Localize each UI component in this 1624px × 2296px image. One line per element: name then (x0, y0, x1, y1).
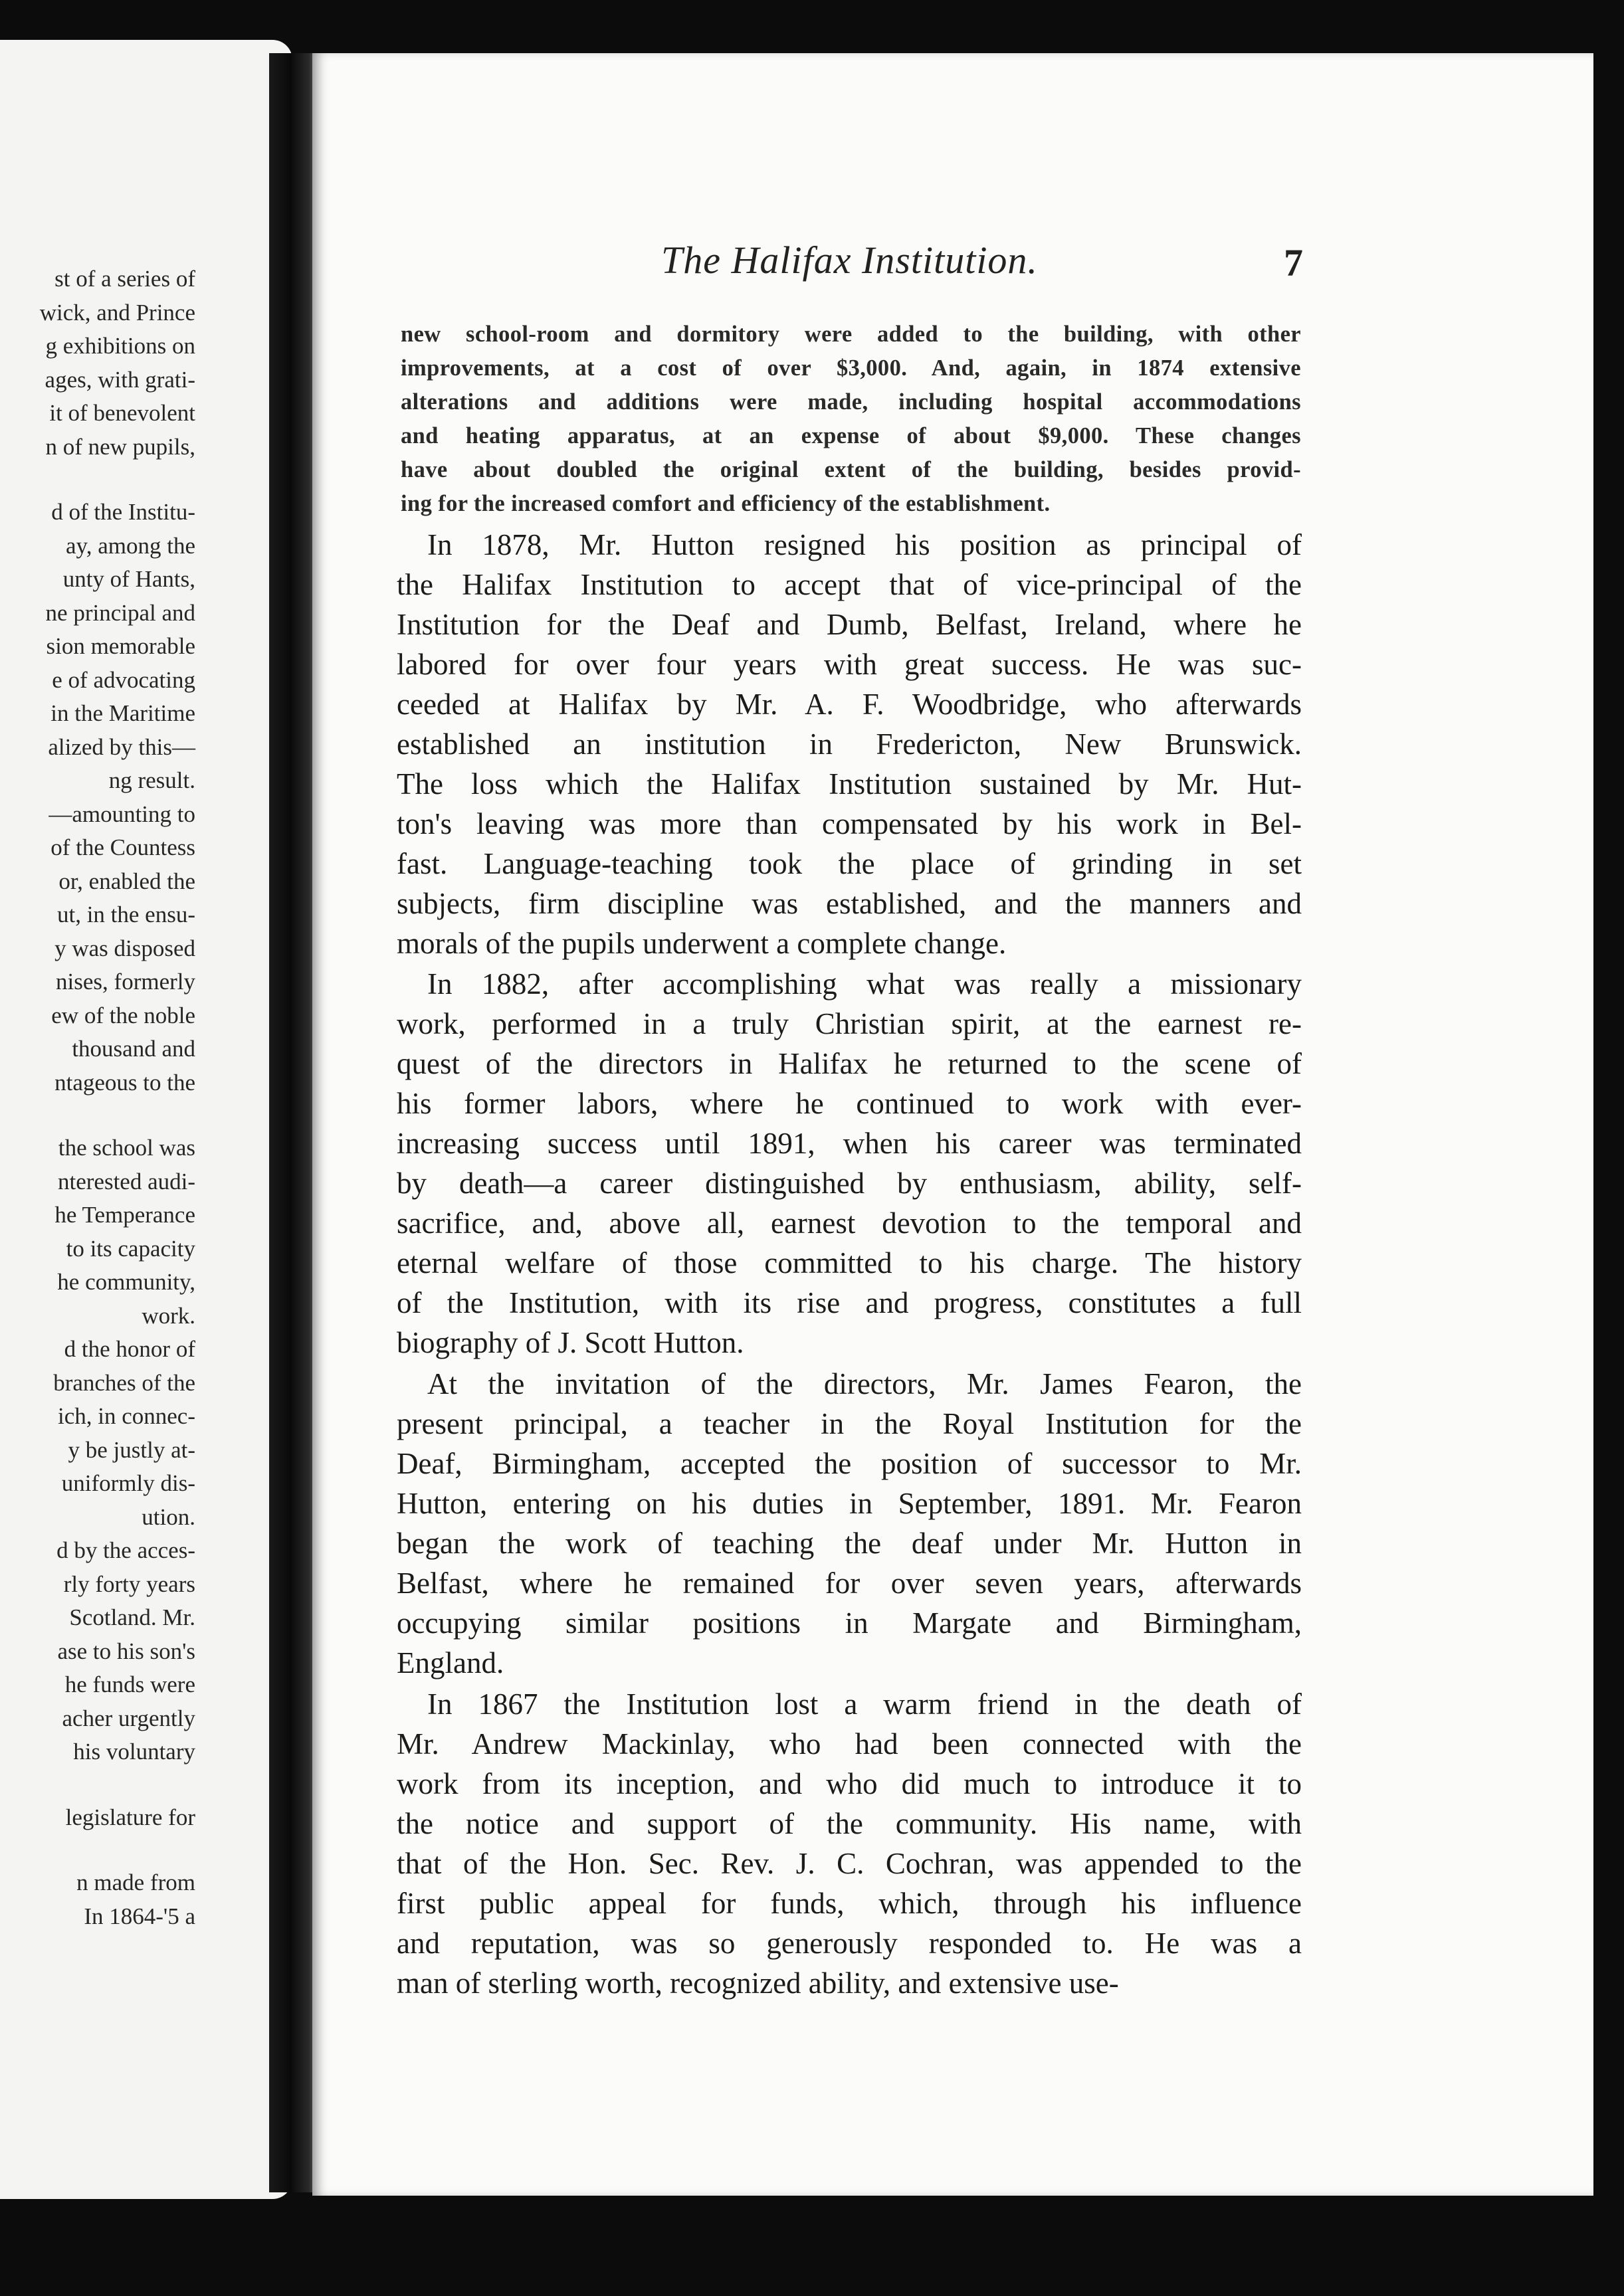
left-page-line: ages, with grati- (45, 366, 195, 393)
left-page-line: In 1864-'5 a (84, 1903, 195, 1929)
left-page-line: n of new pupils, (45, 433, 195, 460)
text-line: the notice and support of the community. His name, with (397, 1807, 1302, 1840)
left-page-line: g exhibitions on (45, 333, 195, 359)
left-page-line: ut, in the ensu- (56, 902, 195, 927)
text-line: have about doubled the original extent of the building, besides provid- (401, 457, 1301, 482)
left-page-line: —amounting to (49, 801, 195, 827)
text-line: Hutton, entering on his duties in September, 1891. Mr. Fearon (397, 1487, 1302, 1520)
text-line: established an institution in Fredericton, New Brunswick. (397, 727, 1302, 761)
page-number: 7 (1284, 241, 1303, 284)
left-page-line: d the honor of (64, 1336, 195, 1362)
text-line: improvements, at a cost of over $3,000. And, again, in 1874 extensive (401, 355, 1301, 381)
left-page-line: y be justly at- (68, 1436, 195, 1463)
text-line: At the invitation of the directors, Mr. James Fearon, the (427, 1367, 1302, 1400)
left-page-line: unty of Hants, (62, 566, 195, 592)
left-page-line: y was disposed (54, 935, 195, 961)
text-line: new school-room and dormitory were added to the building, with other (401, 322, 1301, 347)
left-page-line: ng result. (108, 767, 195, 793)
left-page-line: st of a series of (54, 266, 195, 292)
left-page-line: ay, among the (65, 532, 195, 559)
text-line: Belfast, where he remained for over seven years, afterwards (397, 1567, 1302, 1600)
text-line: quest of the directors in Halifax he returned to the scene of (397, 1047, 1302, 1080)
left-page-line: branches of the (53, 1369, 195, 1396)
text-line: that of the Hon. Sec. Rev. J. C. Cochran, was appended to the (397, 1847, 1302, 1880)
text-line: by death—a career distinguished by enthusiasm, ability, self- (397, 1167, 1302, 1200)
text-line: ton's leaving was more than compensated by his work in Bel- (397, 807, 1302, 840)
text-line: occupying similar positions in Margate and Birmingham, (397, 1606, 1302, 1640)
left-page-line: nises, formerly (56, 969, 195, 995)
text-line: first public appeal for funds, which, through his influence (397, 1887, 1302, 1920)
small-print-paragraph (401, 318, 1301, 521)
text-line: man of sterling worth, recognized ability, and extensive use- (397, 1966, 1119, 2000)
text-line: Mr. Andrew Mackinlay, who had been connected with the (397, 1727, 1302, 1761)
left-page-line: to its capacity (66, 1235, 195, 1262)
left-page-line: alized by this— (48, 733, 195, 760)
left-page-line: in the Maritime (51, 700, 195, 726)
left-page-line: ntageous to the (54, 1069, 195, 1096)
left-page-line: sion memorable (46, 633, 195, 659)
left-page-line: Scotland. Mr. (69, 1604, 195, 1630)
left-page-line: n made from (76, 1869, 195, 1895)
left-page-line: rly forty years (63, 1571, 195, 1597)
text-line: increasing success until 1891, when his career was terminated (397, 1127, 1302, 1160)
left-page-line: ew of the noble (51, 1002, 195, 1028)
body-paragraph (397, 964, 1302, 1363)
left-page-line: he Temperance (54, 1202, 195, 1228)
text-line: biography of J. Scott Hutton. (397, 1326, 744, 1359)
left-page-line: the school was (58, 1135, 195, 1161)
text-line: ing for the increased comfort and efficiency of the establishment. (401, 491, 1051, 516)
text-line: alterations and additions were made, including hospital accommodations (401, 389, 1301, 415)
left-page-text (0, 40, 292, 2199)
text-line: his former labors, where he continued to work with ever- (397, 1087, 1302, 1120)
left-page-line: of the Countess (51, 834, 195, 860)
left-page-line: d of the Institu- (51, 499, 195, 525)
text-line: sacrifice, and, above all, earnest devotion to the temporal and (397, 1206, 1302, 1240)
text-line: labored for over four years with great success. He was suc- (397, 648, 1302, 681)
left-page-line: nterested audi- (58, 1168, 195, 1195)
text-line: the Halifax Institution to accept that of vice-principal of the (397, 568, 1302, 601)
left-page-line: ution. (142, 1503, 195, 1530)
left-page-line: or, enabled the (58, 868, 195, 894)
left-page-line: it of benevolent (49, 400, 195, 426)
left-page-line: his voluntary (73, 1739, 195, 1765)
left-page-line: ase to his son's (57, 1638, 195, 1664)
left-page-line: e of advocating (52, 666, 195, 693)
text-line: subjects, firm discipline was established, and the manners and (397, 887, 1302, 920)
text-line: morals of the pupils underwent a complete change. (397, 927, 1007, 960)
text-line: In 1867 the Institution lost a warm friend in the death of (427, 1687, 1302, 1721)
text-line: Institution for the Deaf and Dumb, Belfast, Ireland, where he (397, 608, 1302, 641)
text-line: In 1878, Mr. Hutton resigned his position as principal of (427, 528, 1302, 561)
text-line: and reputation, was so generously responded to. He was a (397, 1927, 1302, 1960)
text-line: present principal, a teacher in the Royal Institution for the (397, 1407, 1302, 1440)
left-page-line: legislature for (65, 1804, 195, 1830)
text-line: work, performed in a truly Christian spirit, at the earnest re- (397, 1007, 1302, 1040)
text-line: and heating apparatus, at an expense of about $9,000. These changes (401, 423, 1301, 448)
text-line: England. (397, 1646, 504, 1679)
text-line: ceeded at Halifax by Mr. A. F. Woodbridge, who afterwards (397, 688, 1302, 721)
text-line: eternal welfare of those committed to his charge. The history (397, 1246, 1302, 1280)
left-page-line: d by the acces- (56, 1537, 195, 1563)
body-paragraph (397, 1684, 1302, 2003)
running-head: The Halifax Institution. (661, 239, 1038, 282)
left-page-line: ne principal and (45, 599, 195, 626)
left-page (0, 40, 292, 2199)
left-page-line: he funds were (64, 1672, 195, 1697)
left-page-line: thousand and (72, 1036, 195, 1062)
text-line: began the work of teaching the deaf under Mr. Hutton in (397, 1527, 1302, 1560)
left-page-line: wick, and Prince (39, 299, 195, 326)
left-page-line: work. (142, 1302, 195, 1329)
text-line: The loss which the Halifax Institution sustained by Mr. Hut- (397, 767, 1302, 801)
left-page-line: he community, (57, 1269, 195, 1295)
text-line: In 1882, after accomplishing what was really a missionary (427, 967, 1302, 1001)
text-line: Deaf, Birmingham, accepted the position of successor to Mr. (397, 1447, 1302, 1480)
left-page-line: uniformly dis- (61, 1470, 195, 1496)
body-paragraph (397, 1364, 1302, 1683)
text-line: of the Institution, with its rise and progress, constitutes a full (397, 1286, 1302, 1319)
body-paragraph (397, 525, 1302, 963)
left-page-line: acher urgently (62, 1705, 195, 1731)
text-line: fast. Language-teaching took the place of grinding in set (397, 847, 1302, 880)
left-page-line: ich, in connec- (58, 1403, 195, 1429)
text-line: work from its inception, and who did much to introduce it to (397, 1767, 1302, 1800)
